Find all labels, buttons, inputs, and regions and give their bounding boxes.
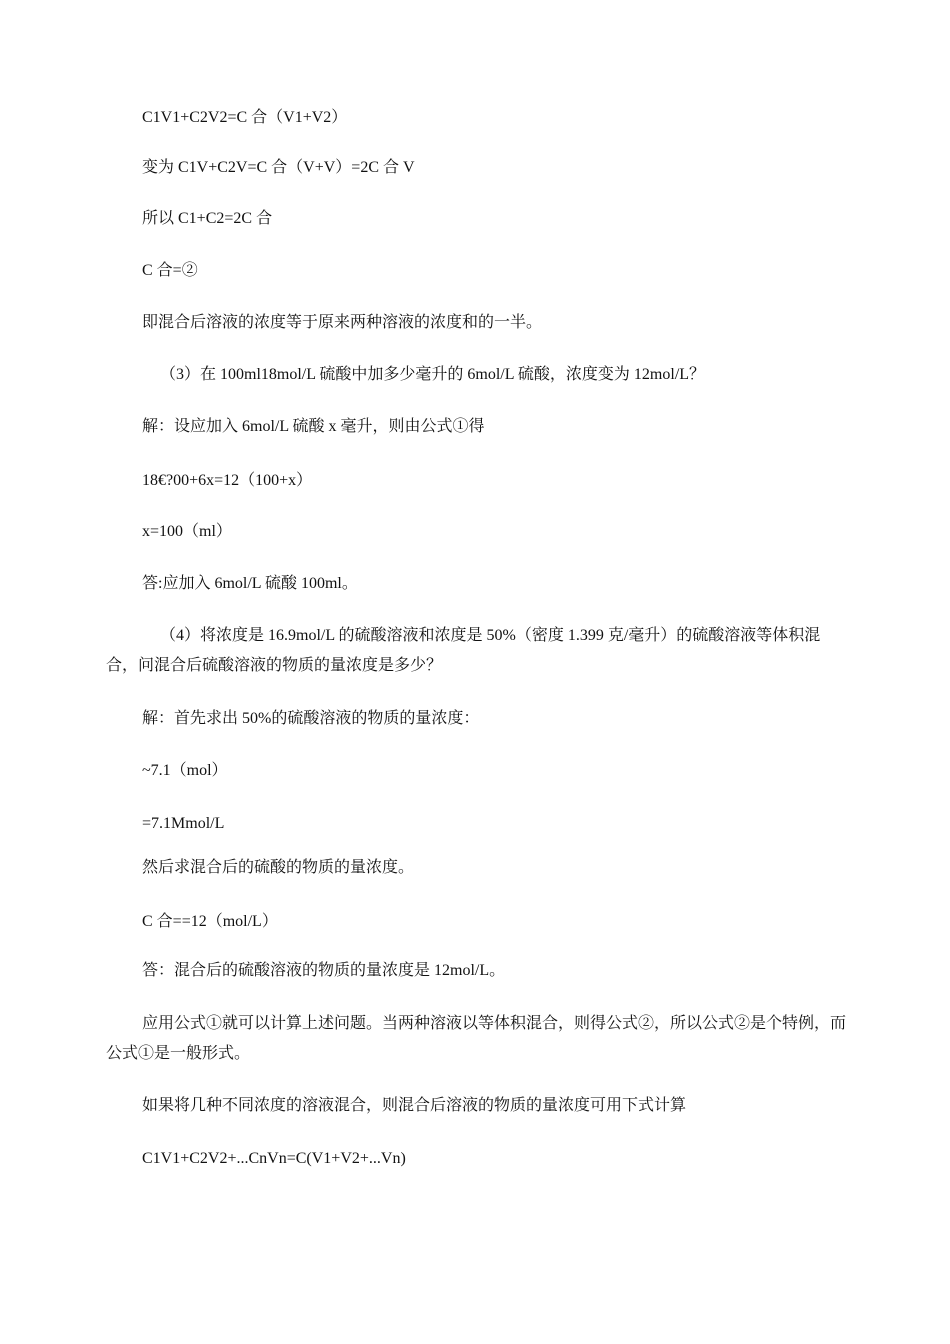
solution-4-next: 然后求混合后的硫酸的物质的量浓度。 xyxy=(142,859,415,876)
formula-equal-volume: 变为 C1V+C2V=C 合（V+V）=2C 合 V xyxy=(142,159,415,176)
answer-3: 答:应加入 6mol/L 硫酸 100ml。 xyxy=(142,575,358,592)
solution-4-result: C 合==12（mol/L） xyxy=(142,913,278,930)
conclusion-text: 即混合后溶液的浓度等于原来两种溶液的浓度和的一半。 xyxy=(142,314,543,331)
formula-n-solutions: C1V1+C2V2+...CnVn=C(V1+V2+...Vn) xyxy=(142,1150,406,1167)
solution-3-equation: 18€?00+6x=12（100+x） xyxy=(142,472,313,489)
solution-3-result: x=100（ml） xyxy=(142,523,232,540)
solution-4-step2: =7.1Mmol/L xyxy=(142,815,225,832)
question-4: （4）将浓度是 16.9mol/L 的硫酸溶液和浓度是 50%（密度 1.399 克/毫升）的硫酸溶液等体积混合，问混合后硫酸溶液的物质的量浓度是多少？ xyxy=(106,627,821,674)
answer-4: 答：混合后的硫酸溶液的物质的量浓度是 12mol/L。 xyxy=(142,962,506,979)
formula-sum: 所以 C1+C2=2C 合 xyxy=(142,210,273,227)
solution-4-step1: ~7.1（mol） xyxy=(142,762,228,779)
formula-two: C 合=② xyxy=(142,262,198,279)
solution-3-intro: 解：设应加入 6mol/L 硫酸 x 毫升，则由公式①得 xyxy=(142,418,485,435)
question-3: （3）在 100ml18mol/L 硫酸中加多少毫升的 6mol/L 硫酸，浓度变为 12mol/L？ xyxy=(160,366,706,383)
solution-4-intro: 解：首先求出 50%的硫酸溶液的物质的量浓度： xyxy=(142,710,480,727)
general-mix-intro: 如果将几种不同浓度的溶液混合，则混合后溶液的物质的量浓度可用下式计算 xyxy=(142,1097,687,1114)
formula-mix-general: C1V1+C2V2=C 合（V1+V2） xyxy=(142,109,348,126)
summary-paragraph: 应用公式①就可以计算上述问题。当两种溶液以等体积混合，则得公式②，所以公式②是个特例，而公式①是一般形式。 xyxy=(106,1015,847,1062)
